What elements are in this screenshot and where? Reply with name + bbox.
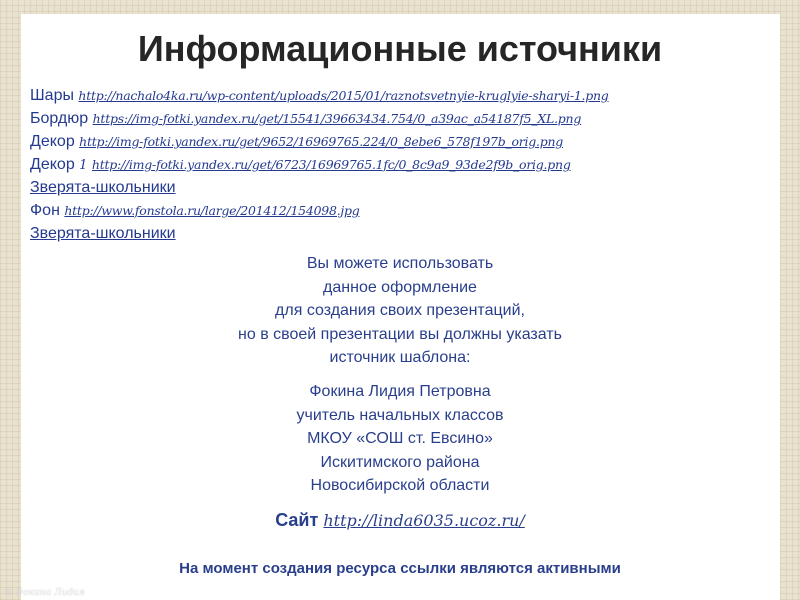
source-item-animals-1 [30,176,775,199]
site-link[interactable]: http://linda6035.ucoz.ru/ [323,511,525,530]
note-line: источник шаблона: [329,349,471,366]
author-line: учитель начальных классов [296,406,504,424]
source-label: Шары [30,87,74,104]
source-link[interactable]: http://nachalo4ka.ru/wp-content/uploads/2015/01/raznotsvetnyie-kruglyie-sharyi-1.png [78,88,609,103]
zveryata-link[interactable]: Зверята-школьники [30,179,176,196]
author-line: Искитимского района [320,453,480,471]
links-active-note: На момент создания ресурса ссылки являются активными [179,560,621,577]
source-label: Декор [30,133,75,150]
author-line: Новосибирской области [310,477,490,494]
source-link[interactable]: http://img-fotki.yandex.ru/get/9652/16969765.224/0_8ebe6_578f197b_orig.png [79,134,564,149]
note-line: но в своей презентации вы должны указать [238,325,562,343]
author-line: Фокина Лидия Петровна [309,383,491,400]
note-line: данное оформление [323,278,477,296]
watermark: © Фокина Лидия [4,588,85,598]
note-line: Вы можете использовать [306,255,494,272]
source-item-decor-1 [30,153,775,176]
source-item-decor [30,130,775,153]
source-label: Фон [30,202,60,219]
source-link[interactable]: https://img-fotki.yandex.ru/get/15541/39663434.754/0_a39ac_a54187f5_XL.png [92,111,582,126]
source-item-border [30,107,775,130]
source-number: 1 [79,158,88,173]
source-label: Бордюр [30,110,89,127]
source-item-balls [30,84,775,107]
zveryata-link[interactable]: Зверята-школьники [30,225,176,242]
page-title: Информационные источники [137,28,663,69]
author-block [0,380,800,498]
source-item-background [30,199,775,222]
site-line [0,510,800,531]
author-line: МКОУ «СОШ ст. Евсино» [307,430,493,447]
usage-note [0,252,800,370]
source-link[interactable]: http://www.fonstola.ru/large/201412/154098.jpg [64,203,360,218]
site-label: Сайт [275,510,319,530]
source-link[interactable]: http://img-fotki.yandex.ru/get/6723/16969765.1fc/0_8c9a9_93de2f9b_orig.png [91,157,571,172]
sources-list [30,84,775,245]
source-label: Декор [30,156,75,173]
note-line: для создания своих презентаций, [275,302,525,319]
source-item-animals-2 [30,222,775,245]
